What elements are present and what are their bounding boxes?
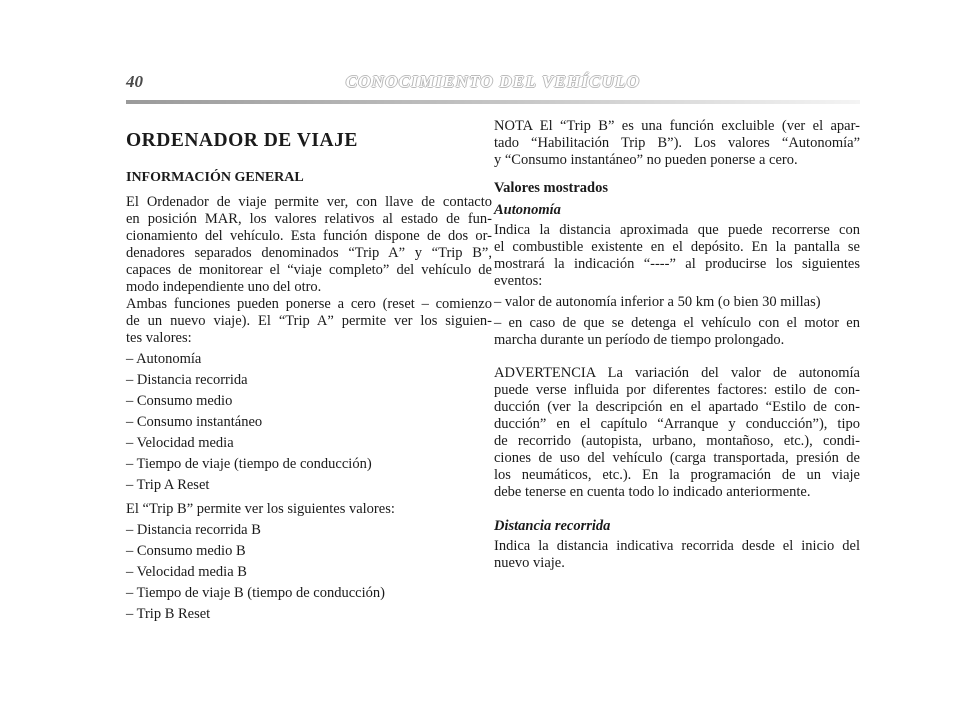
text-line: Ambas funciones pueden ponerse a cero (reset – comienzo — [126, 296, 492, 312]
list-item: – Distancia recorrida B — [126, 522, 261, 538]
intro-paragraph — [126, 194, 492, 296]
text-line: ducción” en el capítulo “Arranque y conducción”), tipo — [494, 416, 860, 432]
text-line: de un nuevo viaje). El “Trip A” permite ver los siguien- — [126, 313, 492, 329]
autonomy-paragraph — [494, 222, 860, 290]
text-line: debe tenerse en cuenta todo lo indicado anteriormente. — [494, 484, 811, 500]
subheading-general-info: INFORMACIÓN GENERAL — [126, 170, 304, 185]
text-line: nuevo viaje. — [494, 555, 565, 571]
list-item: – Autonomía — [126, 351, 202, 367]
text-line: el combustible existente en el depósito. En la pantalla se — [494, 239, 860, 255]
text-line: capaces de monitorear el “viaje completo” del vehículo de — [126, 262, 492, 278]
list-item: – Tiempo de viaje (tiempo de conducción) — [126, 456, 372, 472]
text-line: cionamiento del vehículo. Esta función dispone de dos or- — [126, 228, 492, 244]
warning-paragraph — [494, 365, 860, 501]
autonomy-bullet-1: – valor de autonomía inferior a 50 km (o bien 30 millas) — [494, 294, 821, 310]
list-item: – Trip A Reset — [126, 477, 210, 493]
text-line: tado “Habilitación Trip B”). Los valores “Autonomía” — [494, 135, 860, 151]
text-line: denadores separados denominados “Trip A” y “Trip B”, — [126, 245, 492, 261]
left-column — [126, 118, 492, 623]
distance-heading: Distancia recorrida — [494, 518, 611, 534]
text-line: puede verse influida por diferentes factores: estilo de con- — [494, 382, 860, 398]
text-line: tes valores: — [126, 330, 192, 346]
values-heading: Valores mostrados — [494, 180, 608, 196]
right-column — [494, 118, 860, 572]
text-line: mostrará la indicación “----” al producirse los siguientes — [494, 256, 860, 272]
list-item: – Tiempo de viaje B (tiempo de conducción) — [126, 585, 385, 601]
page-number: 40 — [126, 72, 143, 91]
text-line: ciones de uso del vehículo (carga transportada, presión de — [494, 450, 860, 466]
list-item: – Consumo instantáneo — [126, 414, 263, 430]
section-title: ORDENADOR DE VIAJE — [126, 130, 358, 151]
list-item: – Trip B Reset — [126, 606, 211, 622]
text-line: modo independiente uno del otro. — [126, 279, 322, 295]
trip-b-list — [126, 522, 492, 623]
running-title: CONOCIMIENTO DEL VEHÍCULO — [345, 72, 641, 91]
text-line: eventos: — [494, 273, 543, 289]
list-item: – Velocidad media — [126, 435, 234, 451]
trip-b-intro: El “Trip B” permite ver los siguientes valores: — [126, 501, 395, 517]
list-item: – Distancia recorrida — [126, 372, 248, 388]
list-item: – Consumo medio B — [126, 543, 246, 559]
list-item: – Velocidad media B — [126, 564, 247, 580]
list-item: – Consumo medio — [126, 393, 233, 409]
autonomy-bullet-2 — [494, 315, 860, 349]
text-line: – en caso de que se detenga el vehículo con el motor en — [494, 315, 860, 331]
text-line: El Ordenador de viaje permite ver, con llave de contacto — [126, 194, 492, 210]
text-line: los neumáticos, etc.). En la programación de un viaje — [494, 467, 860, 483]
page-header — [126, 68, 860, 104]
text-line: Indica la distancia indicativa recorrida desde el inicio del — [494, 538, 860, 554]
note-paragraph — [494, 118, 860, 169]
autonomy-heading: Autonomía — [494, 202, 561, 218]
text-line: de recorrido (autopista, urbano, montañoso, etc.), condi- — [494, 433, 860, 449]
header-rule — [126, 100, 860, 104]
distance-paragraph — [494, 538, 860, 572]
text-line: Indica la distancia aproximada que puede recorrerse con — [494, 222, 860, 238]
reset-paragraph — [126, 296, 492, 347]
trip-a-list — [126, 351, 492, 494]
text-line: y “Consumo instantáneo” no pueden ponerse a cero. — [494, 152, 798, 168]
text-line: ADVERTENCIA La variación del valor de autonomía — [494, 365, 860, 381]
text-line: ducción (ver la descripción en el apartado “Estilo de con- — [494, 399, 860, 415]
text-line: en posición MAR, los valores relativos al estado de fun- — [126, 211, 492, 227]
text-line: NOTA El “Trip B” es una función excluible (ver el apar- — [494, 118, 860, 134]
text-line: marcha durante un período de tiempo prolongado. — [494, 332, 785, 348]
